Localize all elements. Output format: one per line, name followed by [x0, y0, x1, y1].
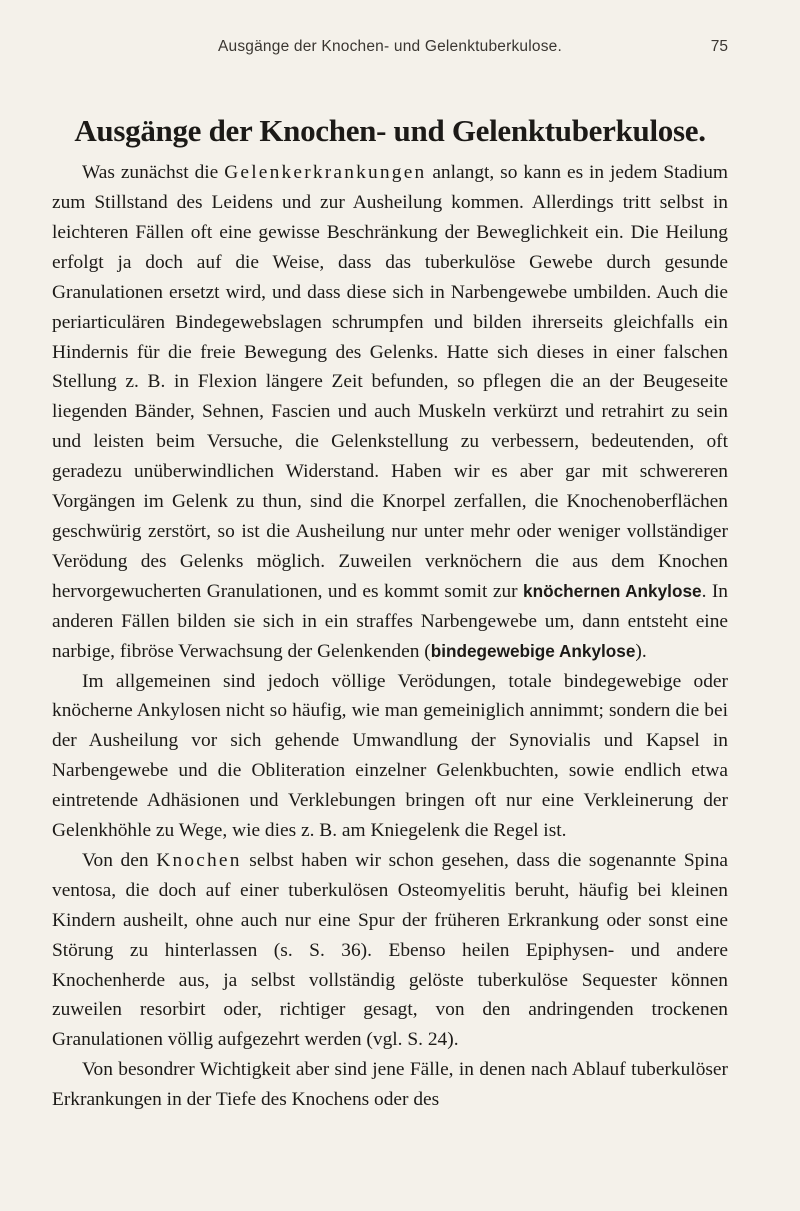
text-run: Von den	[82, 849, 157, 871]
paragraph	[52, 1055, 728, 1115]
bold-term: knöchernen Ankylose	[523, 580, 702, 601]
emphasized-term: Gelenkerkrankungen	[224, 162, 427, 184]
text-run: Im allgemeinen sind jedoch völlige Verödungen, totale bindegewebige oder knöcherne Ankylosen nicht so häufig, wie man gemeiniglich annimmt; sondern die bei der Ausheilung vor sich gehende Umwandlung der Synovialis und Kapsel in Narbengewebe und die Obliteration einzelner Gelenkbuchten, sowie endlich etwa eintretende Adhäsionen und Verklebungen bringen oft nur eine Verkleinerung der Gelenkhöhle zu Wege, wie dies z. B. am Kniegelenk die Regel ist.	[52, 670, 728, 842]
text-run: Von besondrer Wichtigkeit aber sind jene Fälle, in denen nach Ablauf tuberkulöser Erkrankungen in der Tiefe des Knochens oder des	[52, 1059, 728, 1111]
section-heading: Ausgänge der Knochen- und Gelenktuberkulose.	[74, 113, 706, 148]
text-run: Was zunächst die	[82, 162, 225, 184]
body-text	[52, 158, 728, 1115]
text-run: . In anderen Fällen bilden sie sich in ein straffes Narbengewebe um, dann entsteht eine narbige, fibröse Verwachsung der Gelenkenden (	[52, 580, 728, 662]
text-run: anlangt, so kann es in jedem Stadium zum Stillstand des Leidens und zur Ausheilung kommen. Allerdings tritt selbst in leichteren Fällen oft eine gewisse Beschränkung der Beweglichkeit ein. Die Heilung erfolgt ja doch auf die Weise, dass das tuberkulöse Gewebe durch gesunde Granulationen ersetzt wird, und dass diese sich in Narbengewebe umbilden. Auch die periarticulären Bindegewebslagen schrumpfen und bilden ihrerseits gleichfalls ein Hindernis für die freie Bewegung des Gelenks. Hatte sich dieses in einer falschen Stellung z. B. in Flexion längere Zeit befunden, so pflegen die an der Beugeseite liegenden Bänder, Sehnen, Fascien und auch Muskeln verkürzt und retrahirt zu sein und leisten beim Versuche, die Gelenkstellung zu verbessern, bedeutenden, oft geradezu unüberwindlichen Widerstand. Haben wir es aber gar mit schwereren Vorgängen im Gelenk zu thun, sind die Knorpel zerfallen, die Knochenoberflächen geschwürig zerstört, so ist die Ausheilung nur unter mehr oder weniger vollständiger Verödung des Gelenks möglich. Zuweilen verknöchern die aus dem Knochen hervorgewucherten Granulationen, und es kommt somit zur	[52, 162, 728, 602]
text-run: selbst haben wir schon gesehen, dass die sogenannte Spina ventosa, die doch auf einer tuberkulösen Osteomyelitis beruht, häufig bei kleinen Kindern ausheilt, ohne auch nur eine Spur der früheren Erkrankung oder sonst eine Störung zu hinterlassen (s. S. 36). Ebenso heilen Epiphysen- und andere Knochenherde aus, ja selbst vollständig gelöste tuberkulöse Sequester können zuweilen resorbirt oder, richtiger gesagt, von den andringenden trockenen Granulationen völlig aufgezehrt werden (vgl. S. 24).	[52, 849, 728, 1051]
paragraph	[52, 667, 728, 846]
running-header	[52, 38, 728, 70]
page-number: 75	[710, 38, 728, 55]
text-run: ).	[635, 640, 647, 662]
paragraph	[52, 158, 728, 666]
emphasized-term: Knochen	[156, 849, 242, 871]
running-title: Ausgänge der Knochen- und Gelenktuberkulose.	[217, 38, 562, 55]
book-page	[52, 38, 728, 1115]
bold-term: bindegewebige Ankylose	[430, 640, 636, 661]
paragraph	[52, 846, 728, 1055]
